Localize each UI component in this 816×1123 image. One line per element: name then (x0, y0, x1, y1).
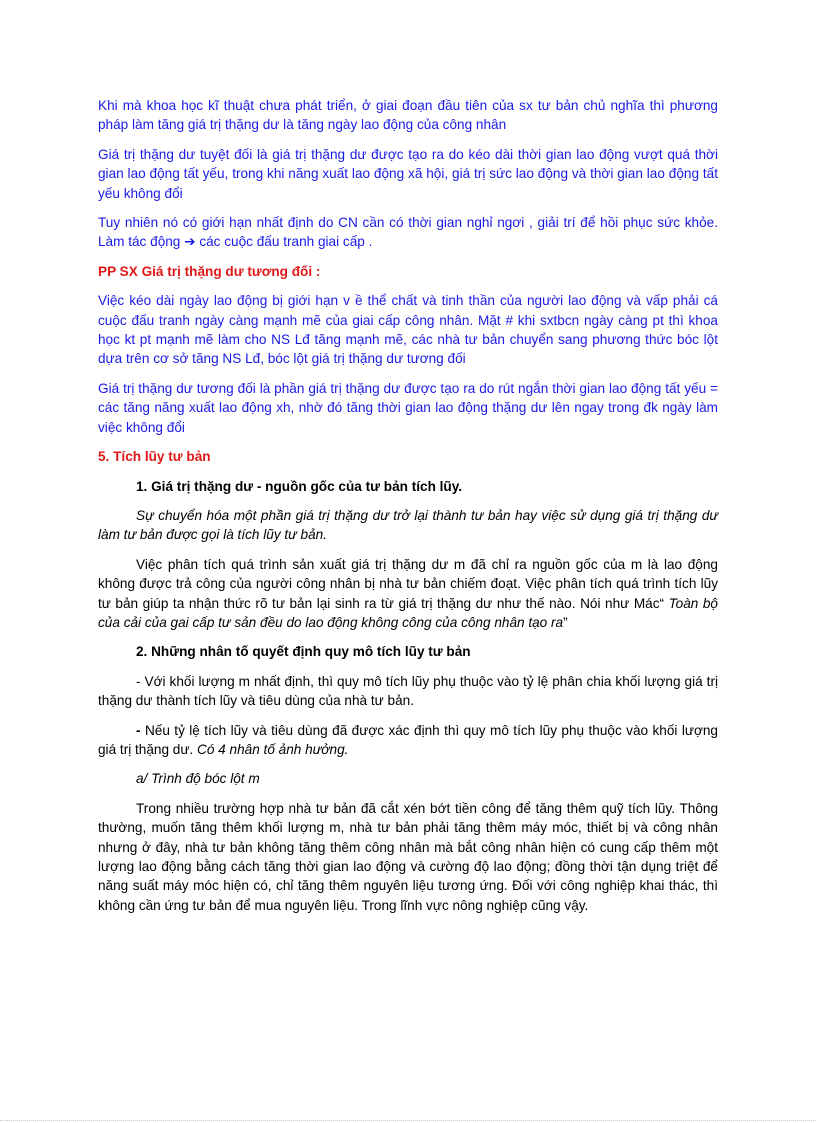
subheading-exploitation-level: a/ Trình độ bóc lột m (136, 771, 260, 787)
heading-capital-accumulation: 5. Tích lũy tư bản (98, 449, 211, 465)
page-bottom-divider (0, 1120, 816, 1121)
paragraph-factor-mass (98, 721, 718, 760)
heading-surplus-value-origin: 1. Giá trị thặng dư - nguồn gốc của tư bản tích lũy. (136, 478, 463, 494)
paragraph-exploitation: Trong nhiều trường hợp nhà tư bản đã cắt xén bớt tiền công để tăng thêm quỹ tích lũy. Thông thường, muốn tăng thêm khối lượng m, nhà tư bản phải tăng thêm máy móc, thiết bị và công nhân nhưng ở đây, nhà tư bản không tăng thêm công nhân mà bắt công nhân hiện có cung cấp thêm một lượng lao động bằng cách tăng thời gian lao động và cường độ lao động; đồng thời tận dụng triệt để năng suất máy móc hiện có, chỉ tăng thêm nguyên liệu tương ứng. Đối với công nghiệp khai thác, thì không cần ứng tư bản để mua nguyên liệu. Trong lĩnh vực nông nghiệp cũng vậy. (98, 800, 718, 913)
paragraph-limits-text-a: Tuy nhiên nó có giới hạn nhất định do CN cần có thời gian nghỉ ngơi , giải trí để hồi phục sức khỏe. Làm tác động (98, 215, 718, 250)
heading-accumulation-factors: 2. Những nhân tố quyết định quy mô tích lũy tư bản (136, 644, 471, 660)
paragraph-early-capitalism: Khi mà khoa học kĩ thuật chưa phát triển, ở giai đoạn đầu tiên của sx tư bản chủ nghĩa thì phương pháp làm tăng giá trị thặng dư là tăng ngày lao động của công nhân (98, 98, 718, 133)
paragraph-limits (98, 213, 718, 252)
document-page (98, 96, 718, 915)
paragraph-absolute-surplus-value: Giá trị thặng dư tuyệt đối là giá trị thặng dư được tạo ra do kéo dài thời gian lao động vượt quá thời gian lao động tất yếu, trong khi năng xuất lao động xã hội, giá trị sức lao động và thời gian lao động tất yếu không đổi (98, 146, 718, 201)
four-factors-note: Có 4 nhân tố ảnh hưởng. (197, 741, 349, 757)
paragraph-factor-ratio: - Với khối lượng m nhất định, thì quy mô tích lũy phụ thuộc vào tỷ lệ phân chia khối lượng giá trị thặng dư thành tích lũy và tiêu dùng của nhà tư bản. (98, 673, 718, 709)
paragraph-limits-text-b: các cuộc đấu tranh giai cấp . (195, 234, 373, 250)
heading-relative-surplus-value: PP SX Giá trị thặng dư tương đối : (98, 263, 321, 279)
paragraph-analysis (98, 555, 718, 633)
dash-marker: - (136, 722, 141, 738)
paragraph-shift-to-relative: Việc kéo dài ngày lao động bị giới hạn v ề thể chất và tinh thần của người lao động và vấp phải cá cuộc đấu tranh ngày càng mạnh mẽ của giai cấp công nhân. Mặt # khi sxtbcn ngày càng pt thì khoa học kt pt mạnh mẽ làm cho NS Lđ tăng mạnh mẽ, các nhà tư bản chuyển sang phương thức bóc lột dựa trên cơ sở tăng NS Lđ, bóc lột giá trị thặng dư tương đối (98, 293, 718, 367)
paragraph-analysis-text: Việc phân tích quá trình sản xuất giá trị thặng dư m đã chỉ ra nguồn gốc của m là lao động không được trả công của người công nhân bị nhà tư bản chiếm đoạt. Việc phân tích quá trình tích lũy tư bản giúp ta nhận thức rõ tư bản lại sinh ra từ giá trị thặng dư như thế nào. Nói như Mác“ (98, 556, 718, 611)
paragraph-accumulation-definition: Sự chuyển hóa một phần giá trị thặng dư trở lại thành tư bản hay việc sử dụng giá trị thặng dư làm tư bản được gọi là tích lũy tư bản. (98, 507, 718, 543)
paragraph-factor-mass-text: Nếu tỷ lệ tích lũy và tiêu dùng đã được xác định thì quy mô tích lũy phụ thuộc vào khối lượng giá trị thặng dư. (98, 722, 718, 757)
marx-quote: Toàn bộ của cải của gai cấp tư sản đều do lao động không công của công nhân tạo ra (98, 595, 718, 630)
quote-close: ” (563, 614, 568, 630)
right-arrow-icon: ➔ (184, 234, 196, 250)
paragraph-relative-definition: Giá trị thặng dư tương đối là phần giá trị thặng dư được tạo ra do rút ngắn thời gian lao động tất yếu = các tăng năng xuất lao động xh, nhờ đó tăng thời gian lao động thặng dư lên ngay trong đk ngày làm việc không đổi (98, 380, 718, 435)
